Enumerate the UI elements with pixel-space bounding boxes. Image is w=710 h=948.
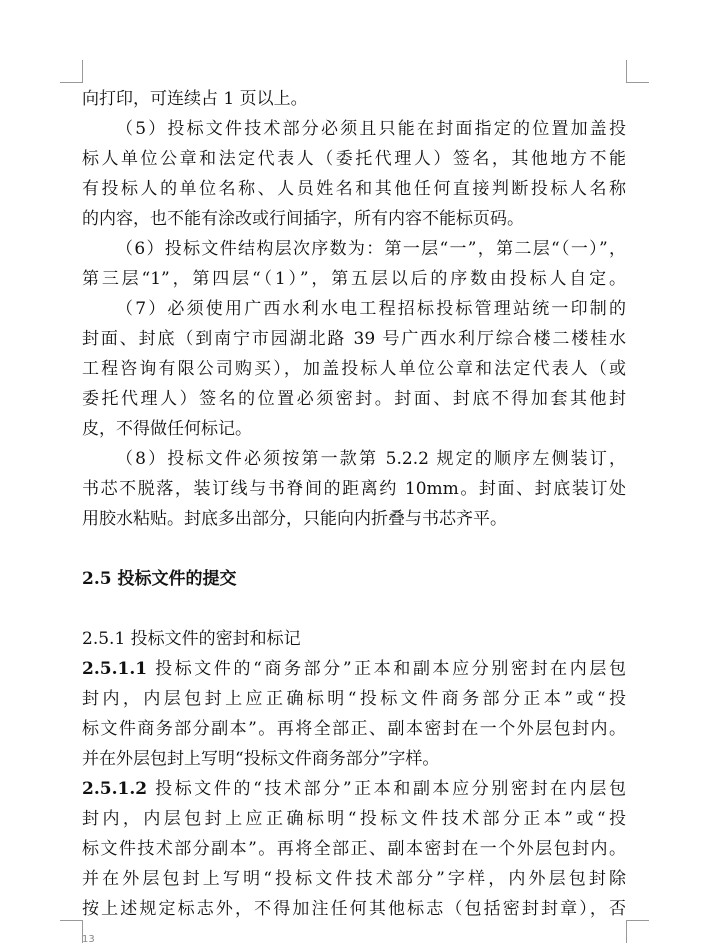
page-number: 13 (82, 934, 95, 945)
body-line-text: 工程咨询有限公司购买），加盖投标人单位公章和法定代表人（或 (82, 359, 626, 379)
item-line (82, 804, 626, 834)
paragraph-block (82, 84, 626, 534)
body-line-text: （7）必须使用广西水利水电工程招标投标管理站统一印制的 (116, 299, 626, 319)
crop-mark-top-right (626, 60, 649, 83)
body-line-text: 向打印，可连续占 1 页以上。 (82, 89, 308, 109)
item-line (82, 864, 626, 894)
item-line-text: 封内，内层包封上应正确标明“投标文件技术部分正本”或“投 (82, 809, 626, 829)
item-2-5-1-1 (82, 654, 626, 774)
item-line (82, 654, 626, 684)
item-line-text: 投标文件的“商务部分”正本和副本应分别密封在内层包 (147, 659, 626, 679)
item-line (82, 684, 626, 714)
item-line (82, 834, 626, 864)
body-line (82, 324, 626, 354)
body-line (82, 234, 626, 264)
body-line (82, 114, 626, 144)
item-line-text: 并在外层包封上写明“投标文件商务部分”字样。 (82, 749, 440, 769)
body-line-text: 用胶水粘贴。封底多出部分，只能向内折叠与书芯齐平。 (82, 509, 507, 529)
body-line (82, 384, 626, 414)
body-line (82, 414, 626, 444)
body-line-text: 的内容，也不能有涂改或行间插字，所有内容不能标页码。 (82, 209, 524, 229)
body-line (82, 204, 626, 234)
item-line (82, 714, 626, 744)
crop-mark-bottom-right (626, 920, 649, 943)
body-line (82, 144, 626, 174)
body-line-text: 封面、封底（到南宁市园湖北路 39 号广西水利厅综合楼二楼桂水 (82, 329, 626, 349)
item-line-text: 标文件商务部分副本”。再将全部正、副本密封在一个外层包封内。 (82, 719, 626, 739)
item-line-text: 封内，内层包封上应正确标明“投标文件商务部分正本”或“投 (82, 689, 626, 709)
item-line-text: 标文件技术部分副本”。再将全部正、副本密封在一个外层包封内。 (82, 839, 626, 859)
body-line-text: 委托代理人）签名的位置必须密封。封面、封底不得加套其他封 (82, 389, 626, 409)
item-line-text: 并在外层包封上写明“投标文件技术部分”字样，内外层包封除 (82, 869, 626, 889)
subsection-heading: 2.5.1 投标文件的密封和标记 (82, 629, 301, 649)
body-line (82, 474, 626, 504)
body-line (82, 444, 626, 474)
crop-mark-top-left (60, 60, 83, 83)
item-line-text: 按上述规定标志外，不得加注任何其他标志（包括密封封章），否 (82, 899, 626, 919)
body-line-text: （5）投标文件技术部分必须且只能在封面指定的位置加盖投 (116, 119, 626, 139)
item-number: 2.5.1.2 (82, 779, 148, 799)
body-line (82, 354, 626, 384)
item-line-text: 投标文件的“技术部分”正本和副本应分别密封在内层包 (147, 779, 626, 799)
item-line (82, 744, 626, 774)
page-body (82, 84, 626, 924)
body-line-text: 书芯不脱落，装订线与书脊间的距离约 10mm。封面、封底装订处 (82, 479, 626, 499)
body-line-text: 第三层“1”，第四层“（1）”，第五层以后的序数由投标人自定。 (82, 269, 626, 289)
item-number: 2.5.1.1 (82, 659, 148, 679)
section-heading: 2.5 投标文件的提交 (82, 569, 237, 589)
body-line-text: 有投标人的单位名称、人员姓名和其他任何直接判断投标人名称 (82, 179, 626, 199)
body-line (82, 504, 626, 534)
body-line-text: 皮，不得做任何标记。 (82, 419, 252, 439)
body-line (82, 84, 626, 114)
body-line (82, 264, 626, 294)
item-line (82, 774, 626, 804)
body-line (82, 174, 626, 204)
body-line-text: 标人单位公章和法定代表人（委托代理人）签名，其他地方不能 (82, 149, 626, 169)
body-line-text: （8）投标文件必须按第一款第 5.2.2 规定的顺序左侧装订， (116, 449, 626, 469)
body-line-text: （6）投标文件结构层次序数为：第一层“一”，第二层“（一）”， (116, 239, 626, 259)
crop-mark-bottom-left (60, 920, 83, 943)
item-2-5-1-2 (82, 774, 626, 924)
item-line (82, 894, 626, 924)
body-line (82, 294, 626, 324)
